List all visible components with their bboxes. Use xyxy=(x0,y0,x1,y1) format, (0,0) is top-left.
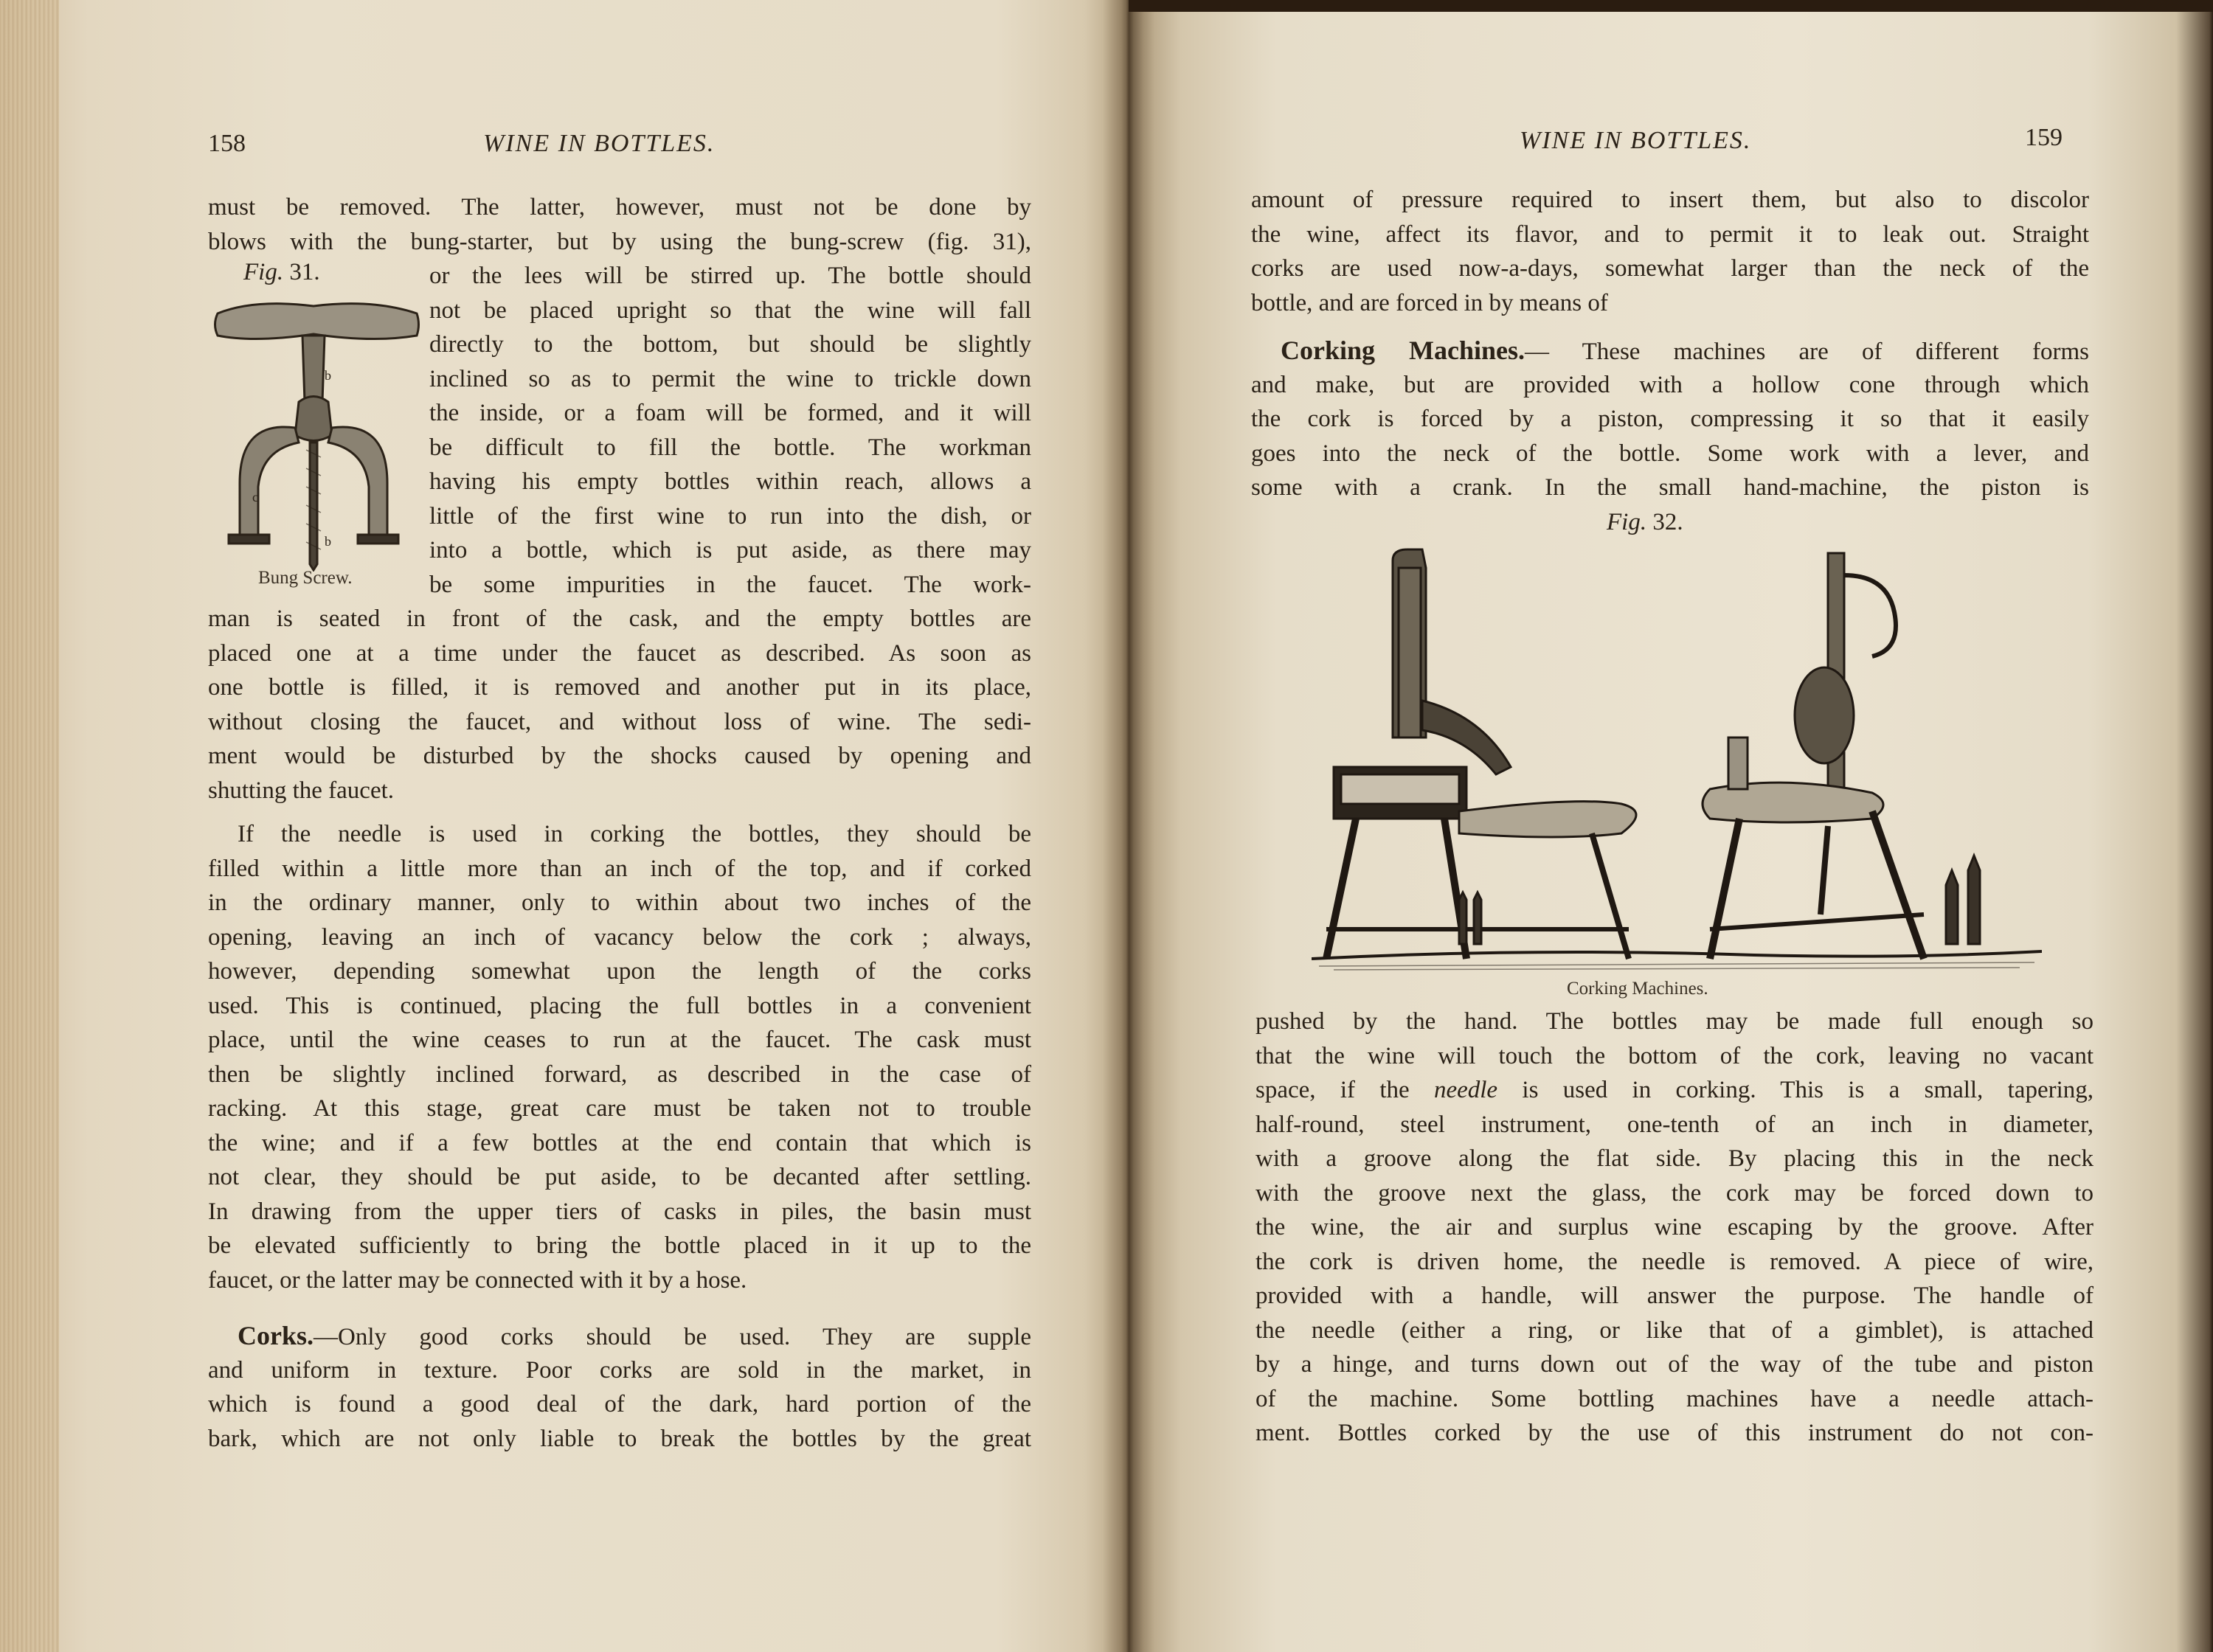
text-line: then be slightly inclined forward, as described in the case of xyxy=(208,1061,1031,1088)
text-line: not clear, they should be put aside, to be decanted after settling. xyxy=(208,1164,1031,1190)
text-line: provided with a handle, will answer the purpose. The handle of xyxy=(1256,1283,2093,1309)
text-line: or the lees will be stirred up. The bottle should xyxy=(429,263,1031,289)
text-line: the cork is driven home, the needle is removed. A piece of wire, xyxy=(1256,1248,2093,1275)
figure-31-caption: Bung Screw. xyxy=(258,568,353,588)
right-bottom-lines-b xyxy=(1256,1108,2093,1451)
text-line: bark, which are not only liable to break the bottles by the great xyxy=(208,1425,1031,1452)
fore-edge xyxy=(0,0,59,1652)
fig-prefix: Fig. xyxy=(243,259,284,285)
text-line: shutting the faucet. xyxy=(208,777,395,804)
svg-text:b: b xyxy=(325,368,331,383)
text-line: goes into the neck of the bottle. Some work with a lever, and xyxy=(1251,440,2089,467)
svg-text:b: b xyxy=(325,534,331,549)
corks-heading: Corks. xyxy=(238,1321,314,1350)
machines-first-line xyxy=(1251,333,2089,368)
text-line: faucet, or the latter may be connected with it by a hose. xyxy=(208,1266,747,1294)
text-line: little of the first wine to run into the dish, or xyxy=(429,502,1031,530)
running-title-right: WINE IN BOTTLES. xyxy=(1520,127,1752,154)
svg-text:c: c xyxy=(252,490,258,504)
text-line: not be placed upright so that the wine will fall xyxy=(429,296,1031,324)
text-line: in the ordinary manner, only to within about two inches of the xyxy=(208,889,1031,916)
text-line: place, until the wine ceases to run at the faucet. The cask must xyxy=(208,1027,1031,1053)
left-text-beside-figure xyxy=(429,259,1031,602)
fig-number: 31. xyxy=(289,259,320,285)
running-title-left: WINE IN BOTTLES. xyxy=(483,130,716,157)
text-line: opening, leaving an inch of vacancy below the cork ; always, xyxy=(208,923,1031,951)
text-line: ment would be disturbed by the shocks caused by opening and xyxy=(208,743,1031,769)
text-line: ment. Bottles corked by the use of this instrument do not con- xyxy=(1256,1420,2093,1446)
machines-heading: Corking Machines. xyxy=(1281,336,1525,365)
figure-32-label xyxy=(1607,509,1683,536)
text-line: without closing the faucet, and without loss of wine. The sedi- xyxy=(208,708,1031,735)
needle-line-after: is used in corking. This is a small, tapering, xyxy=(1497,1077,2093,1103)
text-line: having his empty bottles within reach, allows a xyxy=(429,468,1031,495)
text-line: be elevated sufficiently to bring the bottle placed in it up to the xyxy=(208,1232,1031,1259)
text-line: the cork is forced by a piston, compressing it so that it easily xyxy=(1251,406,2089,432)
text-line: the needle (either a ring, or like that of a gimblet), is attached xyxy=(1256,1316,2093,1344)
text-line: some with a crank. In the small hand-machine, the piston is xyxy=(1251,474,2089,501)
text-line: into a bottle, which is put aside, as there may xyxy=(429,537,1031,563)
text-line: with a groove along the flat side. By placing this in the neck xyxy=(1256,1145,2093,1172)
text-line: of the machine. Some bottling machines have a needle attach- xyxy=(1256,1385,2093,1412)
text-line: with the groove next the glass, the cork may be forced down to xyxy=(1256,1179,2093,1207)
text-line: the inside, or a foam will be formed, and it will xyxy=(429,400,1031,426)
text-line: which is found a good deal of the dark, hard portion of the xyxy=(208,1391,1031,1417)
right-page xyxy=(1129,0,2213,1652)
text-line: half-round, steel instrument, one-tenth of an inch in diameter, xyxy=(1256,1111,2093,1138)
bung-screw-icon xyxy=(210,291,424,572)
left-paragraph-2 xyxy=(208,817,1031,1297)
right-text-top xyxy=(1251,183,2089,320)
text-line: directly to the bottom, but should be slightly xyxy=(429,331,1031,358)
fig-prefix: Fig. xyxy=(1607,509,1647,535)
book-gutter xyxy=(1103,0,1154,1652)
corking-machines-paragraph xyxy=(1251,333,2089,505)
corking-machines-icon xyxy=(1312,546,2042,974)
text-line: racking. At this stage, great care must be taken not to trouble xyxy=(208,1095,1031,1122)
figure-32-caption: Corking Machines. xyxy=(1567,979,1708,999)
right-text-bottom xyxy=(1256,1004,2093,1451)
needle-line xyxy=(1256,1073,2093,1108)
text-line: corks are used now-a-days, somewhat larger than the neck of the xyxy=(1251,255,2089,282)
text-line: blows with the bung-starter, but by using the bung-screw (fig. 31), xyxy=(208,228,1031,255)
text-line: one bottle is filled, it is removed and another put in its place, xyxy=(208,674,1031,701)
corks-lines xyxy=(208,1353,1031,1457)
machines-first-line-rest: — These machines are of different forms xyxy=(1525,339,2089,365)
machines-lines xyxy=(1251,368,2089,505)
text-line: In drawing from the upper tiers of casks in piles, the basin must xyxy=(208,1198,1031,1225)
text-line: and make, but are provided with a hollow cone through which xyxy=(1251,371,2089,398)
text-line: by a hinge, and turns down out of the way of the tube and piston xyxy=(1256,1351,2093,1378)
corks-paragraph xyxy=(208,1319,1031,1456)
text-line: however, depending somewhat upon the length of the corks xyxy=(208,958,1031,985)
text-line: filled within a little more than an inch of the top, and if corked xyxy=(208,855,1031,882)
text-line: pushed by the hand. The bottles may be made full enough so xyxy=(1256,1008,2093,1035)
text-line: the wine; and if a few bottles at the end contain that which is xyxy=(208,1129,1031,1156)
corks-first-line xyxy=(208,1319,1031,1353)
text-line: and uniform in texture. Poor corks are sold in the market, in xyxy=(208,1356,1031,1384)
text-line: placed one at a time under the faucet as described. As soon as xyxy=(208,639,1031,667)
text-line: man is seated in front of the cask, and the empty bottles are xyxy=(208,605,1031,632)
right-bottom-lines-a xyxy=(1256,1004,2093,1073)
text-line: inclined so as to permit the wine to trickle down xyxy=(429,365,1031,392)
figure-31-label xyxy=(243,259,320,286)
text-line: the wine, the air and surplus wine escaping by the groove. After xyxy=(1256,1214,2093,1240)
text-line: If the needle is used in corking the bottles, they should be xyxy=(238,821,1031,847)
text-line: amount of pressure required to insert them, but also to discolor xyxy=(1251,187,2089,213)
text-line: used. This is continued, placing the full bottles in a convenient xyxy=(208,992,1031,1019)
page-number-right: 159 xyxy=(2025,124,2063,151)
left-text-top xyxy=(208,190,1031,259)
fig-number: 32. xyxy=(1652,509,1683,535)
text-line: bottle, and are forced in by means of xyxy=(1251,289,1608,316)
book-cover-edge xyxy=(1129,0,2213,12)
page-number-left: 158 xyxy=(208,130,246,157)
needle-line-before: space, if the xyxy=(1256,1077,1434,1103)
text-line: must be removed. The latter, however, must not be done by xyxy=(208,194,1031,221)
corks-first-line-rest: —Only good corks should be used. They are supple xyxy=(314,1324,1031,1350)
left-text-after-figure xyxy=(208,602,1031,808)
text-line: be some impurities in the faucet. The work- xyxy=(429,571,1031,598)
text-line: that the wine will touch the bottom of the cork, leaving no vacant xyxy=(1256,1042,2093,1069)
needle-word: needle xyxy=(1433,1077,1498,1103)
text-line: be difficult to fill the bottle. The workman xyxy=(429,434,1031,461)
text-line: the wine, affect its flavor, and to permit it to leak out. Straight xyxy=(1251,221,2089,248)
